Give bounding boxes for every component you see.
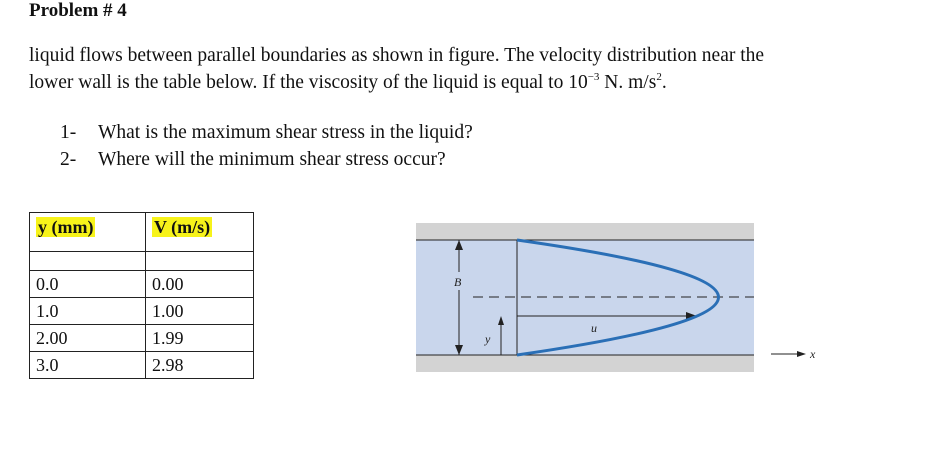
table-cell-y: 0.0	[30, 271, 146, 298]
lower-wall	[416, 355, 754, 372]
statement-line-1: liquid flows between parallel boundaries as shown in figure. The velocity distribution near the	[29, 45, 765, 66]
question-number: 1-	[60, 122, 77, 143]
table-cell-y: 2.00	[30, 325, 146, 352]
exponent-viscosity: −3	[587, 71, 600, 83]
statement-text-b: N. m/s	[599, 72, 657, 93]
table-cell-v: 1.00	[146, 298, 254, 325]
label-u: u	[591, 321, 597, 335]
table-cell-y: 3.0	[30, 352, 146, 379]
question-text: Where will the minimum shear stress occur?	[98, 149, 446, 170]
x-axis-arrow-head	[797, 351, 806, 357]
label-y: y	[485, 332, 491, 346]
table-cell-y: 1.0	[30, 298, 146, 325]
table-cell-v: 0.00	[146, 271, 254, 298]
question-number: 2-	[60, 149, 77, 170]
header-text: y (mm)	[38, 217, 94, 237]
exponent-units: 2	[656, 71, 662, 83]
statement-text-a: lower wall is the table below. If the viscosity of the liquid is equal to 10	[29, 72, 588, 93]
statement-text-c: .	[661, 72, 667, 93]
table-cell-v: 1.99	[146, 325, 254, 352]
label-b: B	[454, 275, 462, 289]
table-cell-v: 2.98	[146, 352, 254, 379]
upper-wall	[416, 223, 754, 240]
label-x: x	[810, 347, 816, 361]
question-text: What is the maximum shear stress in the liquid?	[98, 122, 473, 143]
header-text: V (m/s)	[154, 217, 211, 237]
problem-title: Problem # 4	[29, 0, 127, 21]
